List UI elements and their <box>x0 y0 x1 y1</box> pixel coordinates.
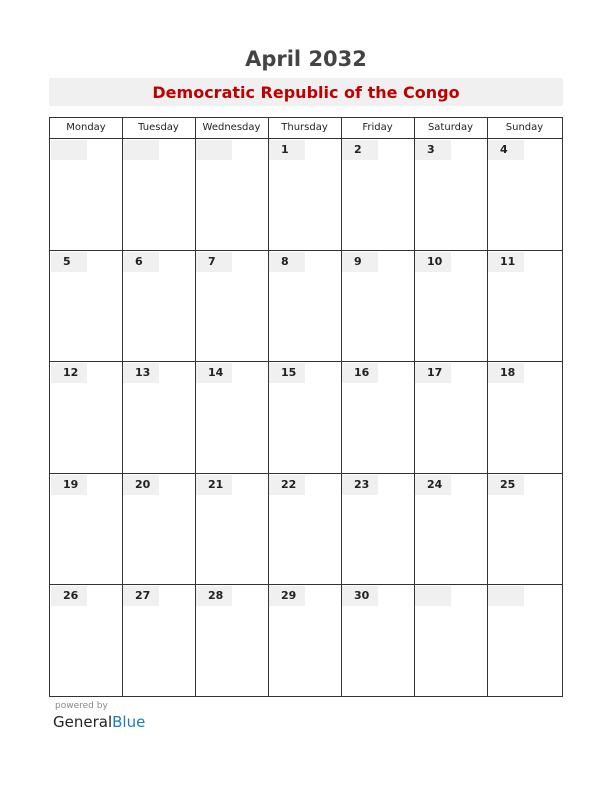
day-number: 28 <box>208 589 224 603</box>
generalblue-logo[interactable] <box>53 713 145 731</box>
column-divider <box>341 118 342 696</box>
empty-day-cell <box>488 586 524 606</box>
day-number: 15 <box>281 366 297 380</box>
column-divider <box>414 118 415 696</box>
day-number: 9 <box>354 254 362 268</box>
day-number-cell <box>488 252 524 272</box>
weekday-header: Sunday <box>505 122 544 133</box>
day-number-cell <box>488 363 524 383</box>
day-number-cell <box>123 363 159 383</box>
day-number: 4 <box>500 143 508 156</box>
column-divider <box>122 118 123 696</box>
row-divider <box>50 138 562 139</box>
day-number: 10 <box>427 254 443 268</box>
day-number-cell <box>51 363 87 383</box>
day-number-cell <box>342 586 378 606</box>
empty-day-cell <box>415 586 451 606</box>
day-number-cell <box>269 586 305 606</box>
day-number-cell <box>269 475 305 495</box>
column-divider <box>268 118 269 696</box>
weekday-header: Saturday <box>427 122 474 133</box>
day-number-cell <box>123 586 159 606</box>
day-number: 22 <box>281 477 297 491</box>
day-number-cell <box>488 475 524 495</box>
day-number: 18 <box>500 366 516 380</box>
day-number-cell <box>415 475 451 495</box>
day-number-cell <box>342 363 378 383</box>
row-divider <box>50 473 562 474</box>
day-number: 26 <box>63 589 79 603</box>
empty-day-cell <box>123 140 159 160</box>
day-number-cell <box>415 252 451 272</box>
day-number: 16 <box>354 366 370 380</box>
weekday-header: Wednesday <box>202 122 261 133</box>
day-number: 14 <box>208 366 224 380</box>
weekday-header: Tuesday <box>138 122 179 133</box>
day-number-cell <box>415 140 451 160</box>
day-number: 7 <box>208 254 216 268</box>
day-number: 12 <box>63 366 79 380</box>
day-number-cell <box>123 475 159 495</box>
day-number-cell <box>51 586 87 606</box>
row-divider <box>50 361 562 362</box>
day-number: 13 <box>135 366 151 380</box>
day-number: 11 <box>500 254 516 268</box>
day-number-cell <box>196 252 232 272</box>
weekday-header: Friday <box>362 122 393 133</box>
day-number-cell <box>342 140 378 160</box>
day-number: 1 <box>281 143 289 156</box>
day-number: 25 <box>500 477 516 491</box>
day-number: 30 <box>354 589 370 603</box>
day-number: 6 <box>135 254 143 268</box>
logo-general: General <box>53 713 113 731</box>
day-number: 23 <box>354 477 370 491</box>
column-divider <box>487 118 488 696</box>
calendar-grid <box>49 117 563 697</box>
row-divider <box>50 250 562 251</box>
day-number: 24 <box>427 477 443 491</box>
weekday-header: Thursday <box>281 122 328 133</box>
day-number: 17 <box>427 366 443 380</box>
day-number: 3 <box>427 143 435 156</box>
calendar-title: April 2032 <box>245 47 367 71</box>
day-number: 21 <box>208 477 224 491</box>
day-number-cell <box>196 363 232 383</box>
day-number-cell <box>196 586 232 606</box>
row-divider <box>50 584 562 585</box>
weekday-header: Monday <box>66 122 106 133</box>
day-number: 19 <box>63 477 79 491</box>
day-number-cell <box>269 140 305 160</box>
day-number-cell <box>415 363 451 383</box>
day-number: 27 <box>135 589 151 603</box>
day-number-cell <box>269 252 305 272</box>
day-number-cell <box>51 475 87 495</box>
day-number: 2 <box>354 143 362 156</box>
empty-day-cell <box>196 140 232 160</box>
day-number-cell <box>342 475 378 495</box>
country-name: Democratic Republic of the Congo <box>152 83 460 102</box>
day-number-cell <box>269 363 305 383</box>
logo-blue: Blue <box>112 713 146 731</box>
empty-day-cell <box>51 140 87 160</box>
powered-by-label: powered by <box>55 701 108 711</box>
day-number-cell <box>342 252 378 272</box>
day-number-cell <box>196 475 232 495</box>
day-number-cell <box>123 252 159 272</box>
day-number-cell <box>51 252 87 272</box>
day-number: 29 <box>281 589 297 603</box>
column-divider <box>195 118 196 696</box>
day-number: 5 <box>63 254 71 268</box>
day-number-cell <box>488 140 524 160</box>
day-number: 20 <box>135 477 151 491</box>
day-number: 8 <box>281 254 289 268</box>
